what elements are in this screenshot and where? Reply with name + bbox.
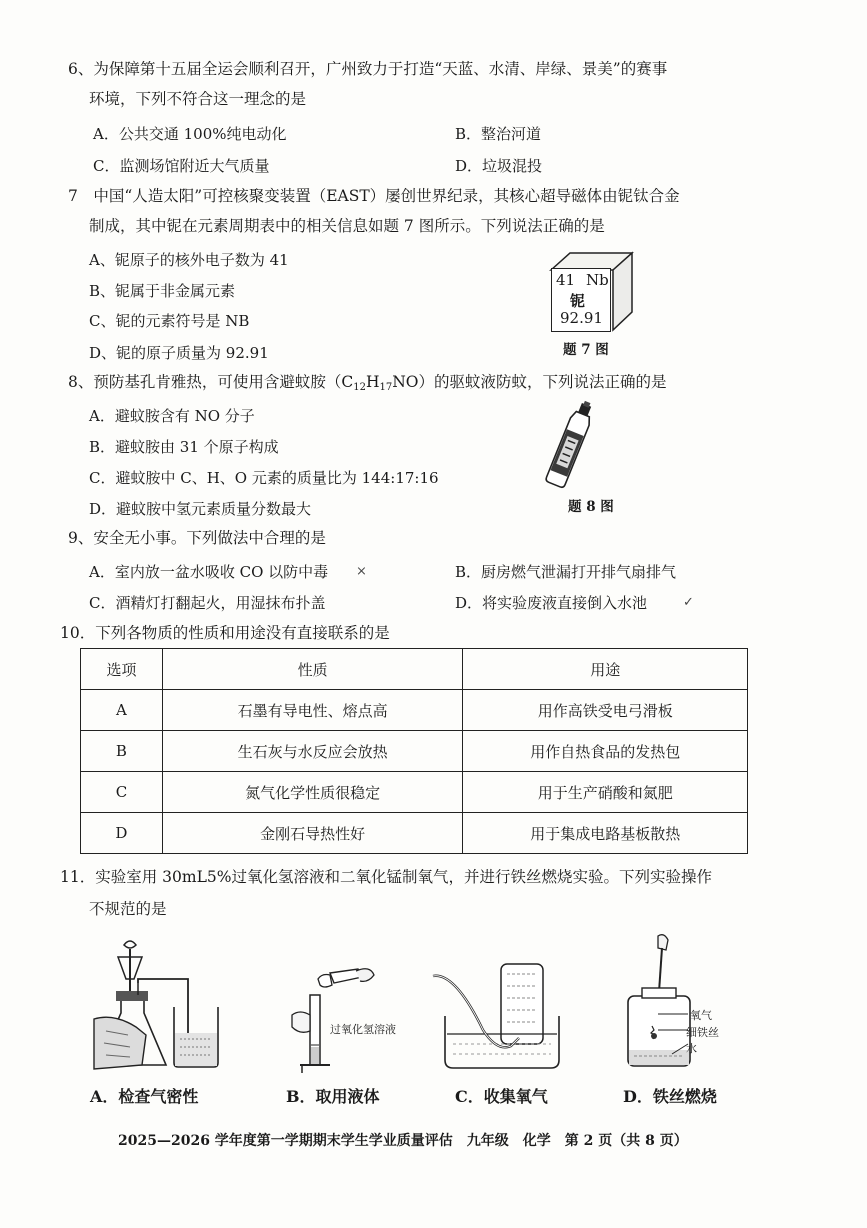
q9-option-a: A．室内放一盆水吸收 CO 以防中毒 bbox=[89, 563, 329, 581]
table-header-row bbox=[81, 649, 748, 690]
label-oxygen: 氧气 bbox=[690, 1009, 712, 1022]
table-cell: B bbox=[81, 731, 163, 772]
q9-option-d: D．将实验废液直接倒入水池 bbox=[455, 594, 648, 612]
q10-table bbox=[80, 648, 748, 854]
figure-c-caption: C．收集氧气 bbox=[455, 1087, 548, 1106]
q7-stem-line2: 制成，其中铌在元素周期表中的相关信息如题 7 图所示。下列说法正确的是 bbox=[89, 217, 605, 235]
element-symbol: Nb bbox=[586, 271, 609, 289]
figure-8-caption: 题 8 图 bbox=[568, 499, 614, 515]
table-row bbox=[81, 813, 748, 854]
q7-option-d: D、铌的原子质量为 92.91 bbox=[89, 344, 269, 362]
element-box-niobium bbox=[551, 268, 611, 332]
q6-stem-line2: 环境，下列不符合这一理念的是 bbox=[89, 90, 307, 108]
element-name: 铌 bbox=[570, 292, 586, 310]
table-cell: 氮气化学性质很稳定 bbox=[162, 772, 463, 813]
q8-stem-post: NO）的驱蚊液防蚊，下列说法正确的是 bbox=[392, 373, 667, 391]
q8-option-b: B．避蚊胺由 31 个原子构成 bbox=[89, 438, 279, 456]
q8-sub-h: 17 bbox=[379, 382, 393, 393]
table-cell: 用作高铁受电弓滑板 bbox=[463, 690, 748, 731]
q8-stem bbox=[68, 371, 667, 399]
table-cell: C bbox=[81, 772, 163, 813]
q9-option-b: B．厨房燃气泄漏打开排气扇排气 bbox=[455, 563, 677, 581]
figure-a-caption: A．检查气密性 bbox=[90, 1087, 199, 1106]
q6-stem-line1: 6、为保障第十五届全运会顺利召开，广州致力于打造“天蓝、水清、岸绿、景美”的赛事 bbox=[68, 60, 668, 78]
q8-sub-c: 12 bbox=[353, 382, 366, 393]
table-row bbox=[81, 731, 748, 772]
label-hydrogen-peroxide: 过氧化氢溶液 bbox=[330, 1023, 396, 1036]
q6-option-d: D．垃圾混投 bbox=[455, 157, 543, 175]
label-water: 水 bbox=[686, 1042, 697, 1055]
figure-b-caption: B．取用液体 bbox=[286, 1087, 380, 1106]
table-cell: 用作自热食品的发热包 bbox=[463, 731, 748, 772]
q7-option-b: B、铌属于非金属元素 bbox=[89, 282, 236, 300]
table-header-cell: 选项 bbox=[81, 649, 163, 690]
q6-option-a: A．公共交通 100%纯电动化 bbox=[93, 125, 287, 143]
table-row bbox=[81, 772, 748, 813]
q8-stem-pre: 8、预防基孔肯雅热，可使用含避蚊胺（C bbox=[68, 373, 354, 391]
table-cell: 金刚石导热性好 bbox=[162, 813, 463, 854]
label-iron-wire: 细铁丝 bbox=[686, 1026, 719, 1039]
table-header-cell: 用途 bbox=[463, 649, 748, 690]
figure-7-caption: 题 7 图 bbox=[563, 342, 609, 358]
figure-d-caption: D．铁丝燃烧 bbox=[623, 1087, 717, 1106]
q7-stem-line1: 7 中国“人造太阳”可控核聚变装置（EAST）屡创世界纪录，其核心超导磁体由铌钛合金 bbox=[68, 187, 680, 205]
q8-option-c: C．避蚊胺中 C、H、O 元素的质量比为 144:17:16 bbox=[89, 469, 439, 487]
figure-a-airtightness-check bbox=[84, 935, 234, 1077]
table-cell: 石墨有导电性、熔点高 bbox=[162, 690, 463, 731]
atomic-number: 41 bbox=[556, 271, 576, 289]
spray-bottle-illustration bbox=[536, 398, 606, 493]
figure-d-iron-burning bbox=[612, 930, 712, 1078]
pencil-cross-mark: × bbox=[356, 564, 367, 579]
table-header-cell: 性质 bbox=[162, 649, 463, 690]
figure-c-collect-oxygen bbox=[425, 960, 570, 1078]
table-cell: D bbox=[81, 813, 163, 854]
q10-stem: 10．下列各物质的性质和用途没有直接联系的是 bbox=[60, 624, 390, 642]
q11-stem-line1: 11．实验室用 30mL5%过氧化氢溶液和二氧化锰制氧气，并进行铁丝燃烧实验。下列实验操作 bbox=[60, 868, 712, 886]
table-cell: 生石灰与水反应会放热 bbox=[162, 731, 463, 772]
q8-option-d: D．避蚊胺中氢元素质量分数最大 bbox=[89, 500, 312, 518]
pencil-check-mark: ✓ bbox=[683, 595, 694, 610]
table-cell: 用于生产硝酸和氮肥 bbox=[463, 772, 748, 813]
q9-option-c: C．酒精灯打翻起火，用湿抹布扑盖 bbox=[89, 594, 326, 612]
q9-stem: 9、安全无小事。下列做法中合理的是 bbox=[68, 529, 326, 547]
q11-stem-line2: 不规范的是 bbox=[89, 900, 167, 918]
q8-option-a: A．避蚊胺含有 NO 分子 bbox=[89, 407, 255, 425]
q6-option-c: C．监测场馆附近大气质量 bbox=[93, 157, 270, 175]
table-row bbox=[81, 690, 748, 731]
table-cell: A bbox=[81, 690, 163, 731]
page-footer: 2025—2026 学年度第一学期期末学生学业质量评估 九年级 化学 第 2 页（共 8 页） bbox=[118, 1133, 688, 1149]
q7-option-c: C、铌的元素符号是 NB bbox=[89, 312, 250, 330]
q7-option-a: A、铌原子的核外电子数为 41 bbox=[89, 251, 289, 269]
table-cell: 用于集成电路基板散热 bbox=[463, 813, 748, 854]
q8-h: H bbox=[365, 373, 380, 391]
q6-option-b: B．整治河道 bbox=[455, 125, 542, 143]
atomic-mass: 92.91 bbox=[560, 309, 603, 327]
